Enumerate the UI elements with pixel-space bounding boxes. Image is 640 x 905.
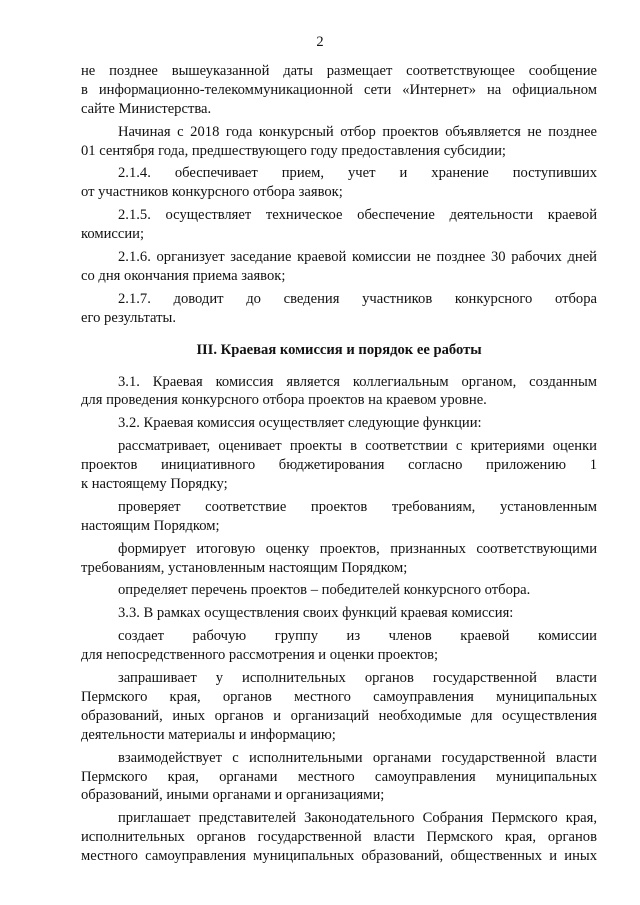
paragraph-ministry-notice	[81, 62, 597, 119]
text-line: его результаты.	[81, 309, 176, 326]
text-line: Пермского края, органами местного самоуправления муниципальных	[81, 768, 597, 785]
text-line: образований, иных органов и организаций необходимые для осуществления	[81, 707, 597, 724]
text-line: в информационно-телекоммуникационной сети «Интернет» на официальном	[81, 81, 597, 98]
text-line: для непосредственного рассмотрения и оценки проектов;	[81, 647, 439, 664]
text-line: 2.1.5. осуществляет техническое обеспечение деятельности краевой	[118, 207, 597, 224]
text-line: создает рабочую группу из членов краевой комиссии	[118, 628, 597, 645]
paragraph-working-group	[81, 627, 597, 665]
paragraph-2-1-6	[81, 248, 597, 286]
text-line: 2.1.7. доводит до сведения участников конкурсного отбора	[118, 290, 597, 307]
text-line: настоящим Порядком;	[81, 517, 220, 534]
text-line: сайте Министерства.	[81, 100, 212, 117]
paragraph-2-1-4	[81, 164, 597, 202]
paragraph-winners-list	[81, 581, 597, 600]
text-line: 01 сентября года, предшествующего году предоставления субсидии;	[81, 142, 506, 159]
document-body	[81, 62, 597, 866]
text-line: 2.1.6. организует заседание краевой комиссии не позднее 30 рабочих дней	[118, 249, 597, 266]
text-line: определяет перечень проектов – победителей конкурсного отбора.	[118, 582, 531, 599]
text-line: комиссии;	[81, 226, 145, 243]
paragraph-2-1-7	[81, 290, 597, 328]
text-line: от участников конкурсного отбора заявок;	[81, 184, 343, 201]
text-line: запрашивает у исполнительных органов государственной власти	[118, 670, 597, 687]
text-line: проверяет соответствие проектов требованиям, установленным	[118, 498, 597, 515]
paragraph-3-2	[81, 414, 597, 433]
paragraph-requests-materials	[81, 669, 597, 745]
text-line: к настоящему Порядку;	[81, 476, 228, 493]
section-heading: III. Краевая комиссия и порядок ее работы	[196, 341, 482, 358]
paragraph-3-3	[81, 604, 597, 623]
text-line: требованиям, установленным настоящим Порядком;	[81, 559, 408, 576]
paragraph-2018-selection	[81, 123, 597, 161]
text-line: проектов инициативного бюджетирования согласно приложению 1	[81, 457, 597, 474]
paragraph-2-1-5	[81, 206, 597, 244]
paragraph-checks-compliance	[81, 498, 597, 536]
text-line: для проведения конкурсного отбора проектов на краевом уровне.	[81, 392, 487, 409]
paragraph-interacts	[81, 749, 597, 806]
paragraph-reviews-projects	[81, 437, 597, 494]
paragraph-3-1	[81, 373, 597, 411]
paragraph-final-evaluation	[81, 540, 597, 578]
text-line: рассматривает, оценивает проекты в соответствии с критериями оценки	[118, 438, 597, 455]
text-line: 2.1.4. обеспечивает прием, учет и хранение поступивших	[118, 165, 597, 182]
text-line: формирует итоговую оценку проектов, признанных соответствующими	[118, 540, 597, 557]
text-line: 3.1. Краевая комиссия является коллегиальным органом, созданным	[118, 373, 597, 390]
page-number: 2	[316, 34, 324, 50]
paragraph-invites	[81, 809, 597, 866]
text-line: Пермского края, органов местного самоуправления муниципальных	[81, 688, 597, 705]
text-line: исполнительных органов государственной власти Пермского края, органов	[81, 829, 597, 846]
text-line: приглашает представителей Законодательного Собрания Пермского края,	[118, 810, 597, 827]
text-line: Начиная с 2018 года конкурсный отбор проектов объявляется не позднее	[118, 123, 597, 140]
text-line: 3.2. Краевая комиссия осуществляет следующие функции:	[118, 415, 482, 432]
text-line: взаимодействует с исполнительными органами государственной власти	[118, 749, 597, 766]
text-line: не позднее вышеуказанной даты размещает соответствующее сообщение	[81, 63, 597, 79]
text-line: деятельности материалы и информацию;	[81, 726, 336, 743]
text-line: со дня окончания приема заявок;	[81, 267, 286, 284]
text-line: образований, иными органами и организациями;	[81, 787, 385, 804]
text-line: 3.3. В рамках осуществления своих функций краевая комиссия:	[118, 605, 514, 622]
text-line: местного самоуправления муниципальных образований, общественных и иных	[81, 848, 597, 865]
